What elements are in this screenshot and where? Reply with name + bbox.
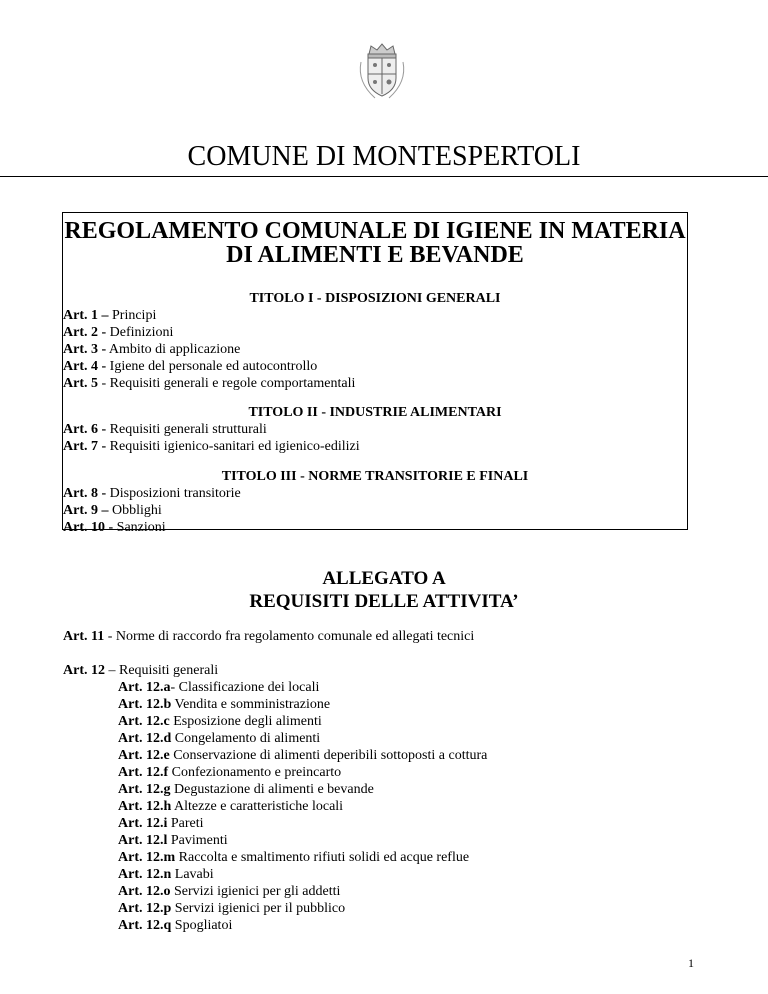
- section-heading: TITOLO II - INDUSTRIE ALIMENTARI: [248, 405, 502, 420]
- list-item: Art. 9 – Obblighi: [63, 503, 162, 518]
- municipality-name: COMUNE DI MONTESPERTOLI: [187, 141, 581, 172]
- section-heading: TITOLO III - NORME TRANSITORIE E FINALI: [221, 469, 529, 484]
- regulation-title-line2: DI ALIMENTI E BEVANDE: [226, 242, 524, 268]
- list-item: Art. 12 – Requisiti generali: [63, 663, 219, 678]
- list-item: Art. 12.f Confezionamento e preincarto: [118, 765, 342, 780]
- header-rule: [0, 176, 768, 177]
- list-item: Art. 12.m Raccolta e smaltimento rifiuti solidi ed acque reflue: [118, 850, 470, 865]
- list-item: Art. 12.p Servizi igienici per il pubblico: [118, 901, 346, 916]
- regulation-title-line1: REGOLAMENTO COMUNALE DI IGIENE IN MATERIA: [64, 218, 686, 244]
- allegato-title: ALLEGATO A: [322, 568, 446, 589]
- list-item: Art. 12.l Pavimenti: [118, 833, 228, 848]
- list-item: Art. 12.e Conservazione di alimenti deperibili sottoposti a cottura: [118, 748, 488, 763]
- list-item: Art. 7 - Requisiti igienico-sanitari ed igienico-edilizi: [63, 439, 360, 454]
- list-item: Art. 12.g Degustazione di alimenti e bevande: [118, 782, 374, 797]
- list-item: Art. 11 - Norme di raccordo fra regolamento comunale ed allegati tecnici: [63, 629, 475, 644]
- allegato-subtitle: REQUISITI DELLE ATTIVITA’: [249, 591, 519, 612]
- list-item: Art. 12.q Spogliatoi: [118, 918, 233, 933]
- list-item: Art. 12.n Lavabi: [118, 867, 214, 882]
- list-item: Art. 3 - Ambito di applicazione: [63, 342, 241, 357]
- list-item: Art. 12.b Vendita e somministrazione: [118, 697, 331, 712]
- list-item: Art. 12.d Congelamento di alimenti: [118, 731, 321, 746]
- list-item: Art. 12.i Pareti: [118, 816, 204, 831]
- section-heading: TITOLO I - DISPOSIZIONI GENERALI: [249, 291, 501, 306]
- list-item: Art. 12.o Servizi igienici per gli addetti: [118, 884, 341, 899]
- list-item: Art. 5 - Requisiti generali e regole comportamentali: [63, 376, 356, 391]
- list-item: Art. 4 - Igiene del personale ed autocontrollo: [63, 359, 318, 374]
- list-item: Art. 8 - Disposizioni transitorie: [63, 486, 241, 501]
- list-item: Art. 12.c Esposizione degli alimenti: [118, 714, 322, 729]
- list-item: Art. 12.h Altezze e caratteristiche locali: [118, 799, 344, 814]
- list-item: Art. 2 - Definizioni: [63, 325, 174, 340]
- regulation-title: [62, 219, 688, 267]
- page-number: 1: [688, 956, 694, 970]
- list-item: Art. 1 – Principi: [63, 308, 157, 323]
- list-item: Art. 10 - Sanzioni: [63, 520, 166, 535]
- municipal-crest-icon: [355, 42, 409, 102]
- list-item: Art. 6 - Requisiti generali strutturali: [63, 422, 267, 437]
- list-item: Art. 12.a- Classificazione dei locali: [118, 680, 320, 695]
